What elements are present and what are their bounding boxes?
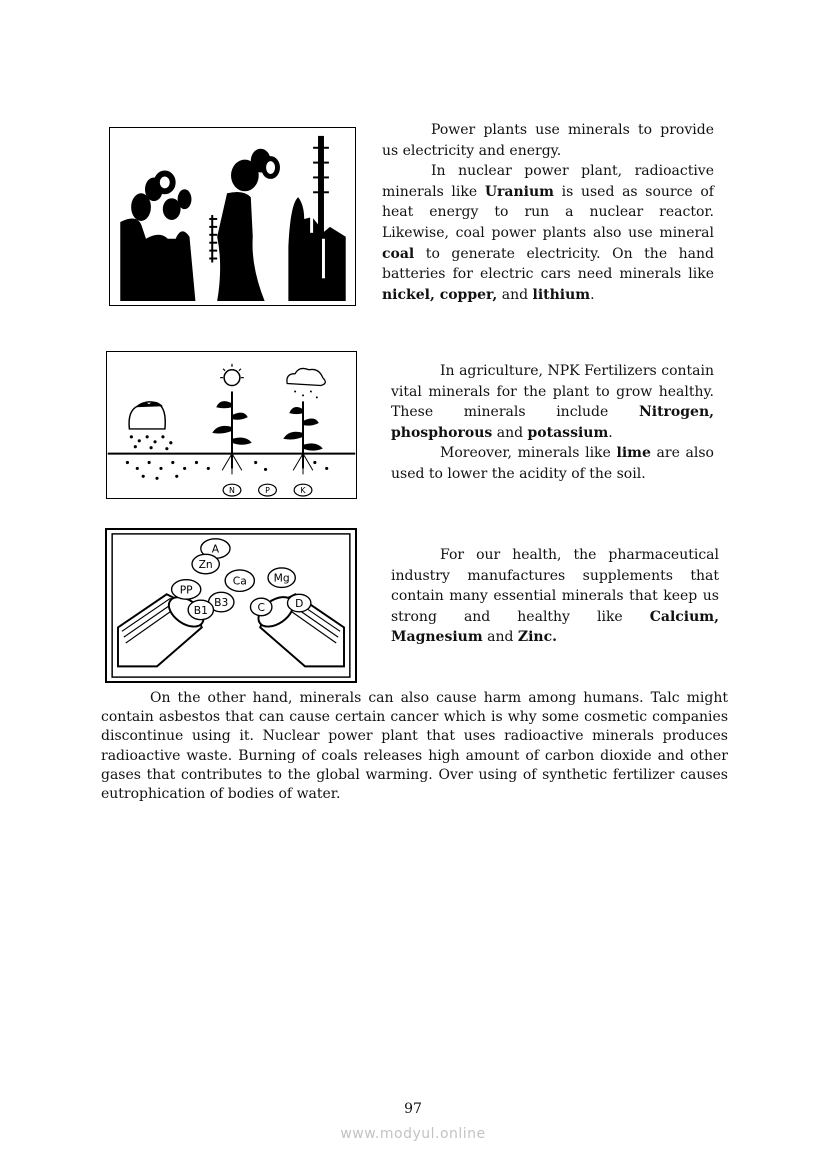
power-plants-figure [109,127,356,306]
fertilizer-figure [106,351,357,499]
fertilizer-plants-icon [107,352,356,498]
label-p: P [265,486,270,496]
label-ca: Ca [232,574,247,588]
power-plants-icon [110,128,355,305]
section2-text [391,361,714,485]
label-mg: Mg [273,571,290,585]
supplements-figure [105,528,357,683]
label-b1: B1 [193,603,208,617]
section2-para1: In agriculture, NPK Fertilizers contain vital minerals for the plant to grow healthy. These minerals include Nitrogen, phosphorous and potassium. [391,363,714,441]
section1-para2: In nuclear power plant, radioactive minerals like Uranium is used as source of heat energy to run a nuclear reactor. Likewise, coal power plants also use mineral coal to generate electricity. On the hand batteries for electric cars need minerals like nickel, copper, and lithium. [382,163,714,303]
section1-para1: Power plants use minerals to provide us electricity and energy. [382,122,714,159]
page-number: 97 [404,1101,422,1117]
label-n: N [229,486,235,496]
label-k: K [300,486,306,496]
label-c: C [257,600,265,614]
closing-text [101,689,728,804]
label-zn: Zn [198,557,213,571]
closing-para: On the other hand, minerals can also cause harm among humans. Talc might contain asbestos that can cause certain cancer which is why some cosmetic companies discontinue using it. Nuclear power plant that uses radioactive minerals produces radioactive waste. Burning of coals releases high amount of carbon dioxide and other gases that contributes to the global warming. Over using of synthetic fertilizer causes eutrophication of bodies of water. [101,690,728,803]
label-pp: PP [179,583,193,597]
section3-para1: For our health, the pharmaceutical industry manufactures supplements that contain many essential minerals that keep us strong and healthy like Calcium, Magnesium and Zinc. [391,547,719,646]
label-b3: B3 [214,595,229,609]
watermark: www.modyul.online [340,1126,486,1142]
section2-para2: Moreover, minerals like lime are also used to lower the acidity of the soil. [391,445,714,482]
section3-text [391,545,719,648]
label-d: D [295,596,304,610]
label-a: A [211,542,220,556]
supplement-bottles-icon [107,530,355,681]
section1-text [382,120,714,305]
